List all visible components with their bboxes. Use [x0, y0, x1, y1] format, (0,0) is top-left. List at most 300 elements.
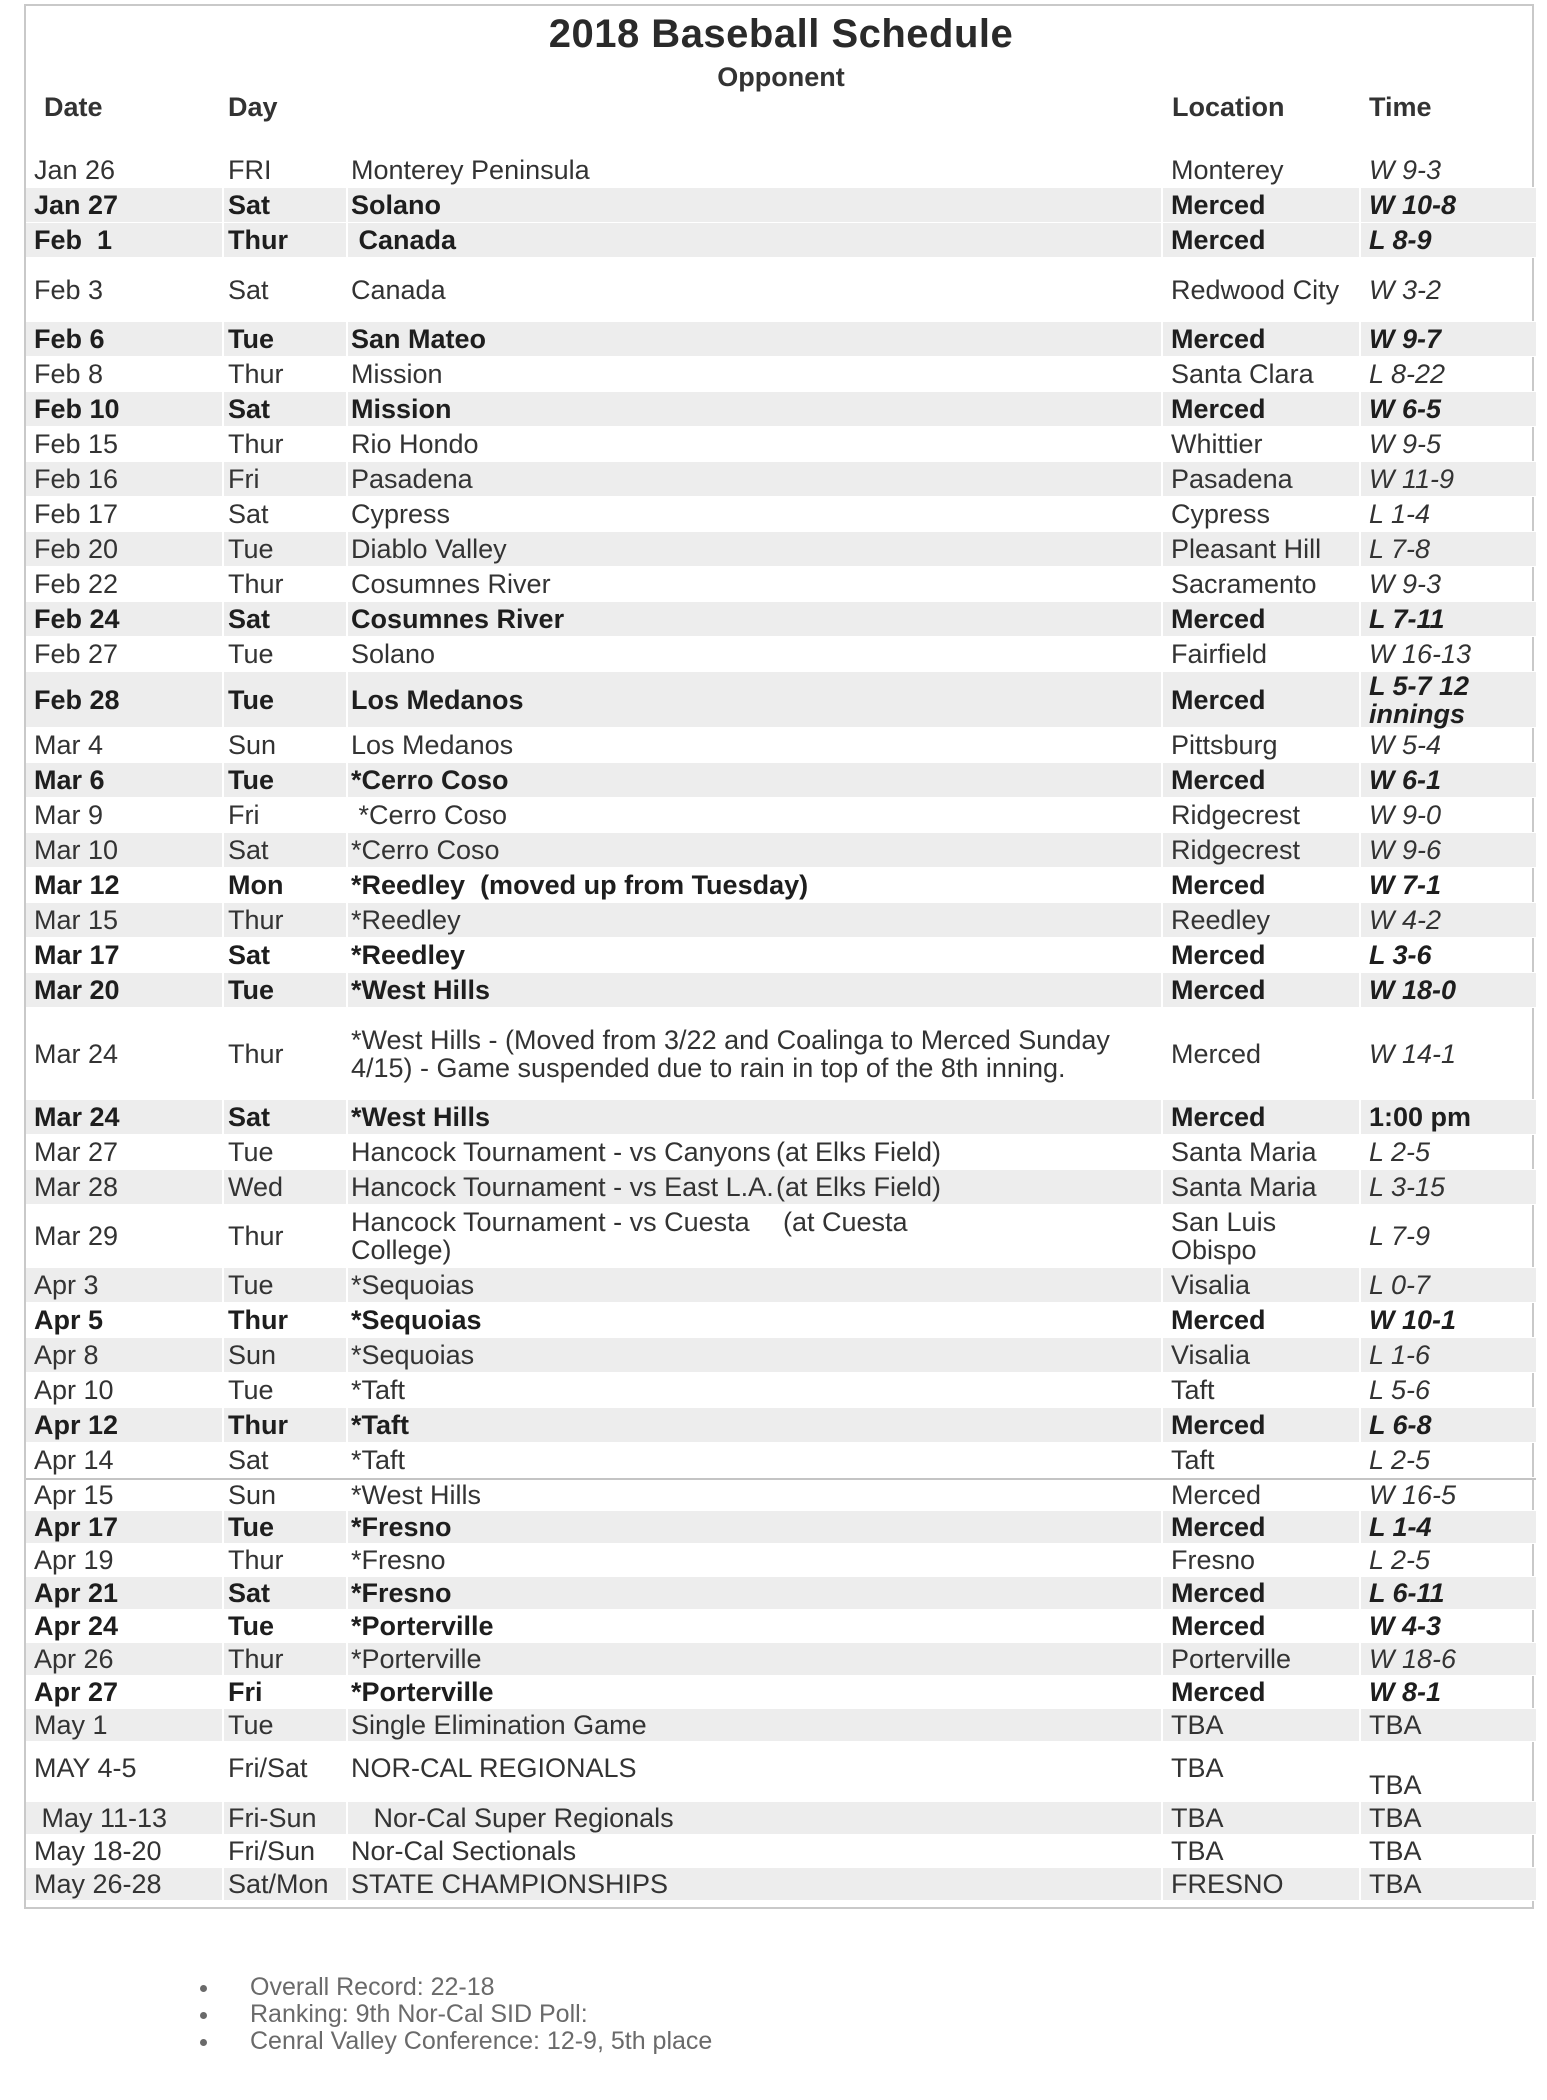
column-divider [1161, 798, 1163, 832]
column-divider [222, 1643, 224, 1675]
column-divider [222, 763, 224, 797]
opponent-name: Canada [351, 225, 457, 255]
game-opponent [351, 392, 1151, 426]
column-divider [1359, 798, 1361, 832]
game-opponent [351, 153, 1151, 187]
opponent-name: Solano [351, 190, 442, 220]
column-divider [1161, 1643, 1163, 1675]
column-divider [1359, 153, 1361, 187]
game-location: Santa Maria [1171, 1137, 1317, 1167]
game-day: Sat/Mon [228, 1869, 329, 1899]
table-row [26, 532, 1536, 567]
game-result: L 8-9 [1369, 225, 1432, 255]
column-divider [346, 728, 348, 762]
game-location: Visalia [1171, 1340, 1251, 1370]
game-opponent [351, 728, 1151, 762]
game-day: Sun [228, 1340, 277, 1370]
column-divider [1359, 188, 1361, 222]
game-date: Apr 8 [34, 1340, 99, 1370]
column-divider [1161, 672, 1163, 727]
column-divider [346, 1268, 348, 1302]
summary-text: Ranking: 9th Nor-Cal SID Poll: [250, 2000, 588, 2028]
game-opponent [351, 1835, 1151, 1867]
column-divider [1359, 1303, 1361, 1337]
game-date: Mar 28 [34, 1172, 119, 1202]
table-row [26, 798, 1536, 833]
summary-item [200, 2001, 712, 2028]
game-date: Mar 29 [34, 1221, 119, 1251]
game-date: May 1 [34, 1710, 108, 1740]
game-day: Wed [228, 1172, 284, 1202]
game-date: May 26-28 [34, 1869, 162, 1899]
column-divider [222, 1100, 224, 1134]
game-location: Porterville [1171, 1644, 1292, 1674]
column-divider [1359, 1008, 1361, 1099]
column-divider [1161, 1676, 1163, 1708]
column-divider [1161, 532, 1163, 566]
game-location: Pleasant Hill [1171, 534, 1322, 564]
game-day: Tue [228, 639, 274, 669]
game-day: Sun [228, 1480, 277, 1510]
game-date: Feb 22 [34, 569, 119, 599]
opponent-name: Los Medanos [351, 730, 514, 760]
game-result: W 9-0 [1369, 800, 1442, 830]
game-opponent [351, 798, 1151, 832]
game-date: Feb 28 [34, 684, 120, 715]
column-divider [1161, 973, 1163, 1007]
opponent-name: Hancock Tournament - vs Canyons [351, 1137, 771, 1167]
opponent-name: Los Medanos [351, 684, 524, 715]
opponent-name: San Mateo [351, 324, 487, 354]
game-day: Tue [228, 324, 274, 354]
table-row [26, 1511, 1536, 1544]
game-result: W 7-1 [1369, 870, 1442, 900]
column-divider [1161, 763, 1163, 797]
opponent-name: *Taft [351, 1445, 406, 1475]
column-divider [222, 497, 224, 531]
column-divider [346, 903, 348, 937]
column-divider [1161, 903, 1163, 937]
opponent-name: Cosumnes River [351, 604, 565, 634]
table-row [26, 1338, 1536, 1373]
game-result: W 9-7 [1369, 324, 1442, 354]
column-divider [1359, 602, 1361, 636]
game-opponent [351, 1709, 1151, 1741]
opponent-name: Canada [351, 274, 446, 305]
game-location: Visalia [1171, 1270, 1251, 1300]
opponent-name: *Cerro Coso [351, 835, 500, 865]
game-date: Apr 27 [34, 1677, 119, 1707]
game-location: Merced [1171, 1038, 1262, 1069]
game-day: Thur [228, 905, 284, 935]
column-divider [346, 1373, 348, 1407]
game-location: Merced [1171, 1410, 1266, 1440]
table-row [26, 973, 1536, 1008]
column-divider [346, 763, 348, 797]
game-day: Thur [228, 225, 288, 255]
column-divider [222, 1170, 224, 1204]
game-date: Mar 27 [34, 1137, 119, 1167]
table-row [26, 1577, 1536, 1610]
game-day: Thur [228, 1545, 284, 1575]
game-opponent [351, 973, 1151, 1007]
game-day: Tue [228, 1710, 274, 1740]
column-divider [1161, 1742, 1163, 1801]
column-divider [222, 1373, 224, 1407]
table-row [26, 1742, 1536, 1802]
table-row [26, 1443, 1536, 1478]
game-result: W 5-4 [1369, 730, 1442, 760]
column-divider [1359, 223, 1361, 257]
column-divider [346, 602, 348, 636]
opponent-name: *West Hills - (Moved from 3/22 and Coalinga to Merced Sunday 4/15) - Game suspended due to rain in top of the 8th inning. [351, 1024, 1118, 1083]
game-date: May 18-20 [34, 1836, 162, 1866]
game-location: Taft [1171, 1375, 1215, 1405]
game-location: Merced [1171, 1578, 1266, 1608]
game-location: Merced [1171, 1611, 1266, 1641]
game-location: Merced [1171, 1512, 1266, 1542]
column-divider [1359, 1835, 1361, 1867]
column-divider [346, 1443, 348, 1477]
column-divider [222, 1135, 224, 1169]
column-divider [346, 1742, 348, 1801]
game-opponent [351, 1577, 1151, 1609]
column-divider [222, 1008, 224, 1099]
column-divider [346, 1802, 348, 1834]
column-divider [1359, 427, 1361, 461]
game-date: Apr 10 [34, 1375, 114, 1405]
game-location: Merced [1171, 975, 1266, 1005]
opponent-name: Hancock Tournament - vs Cuesta [351, 1207, 750, 1237]
game-date: Feb 27 [34, 639, 119, 669]
game-result: TBA [1369, 1770, 1422, 1800]
opponent-name: *Taft [351, 1375, 406, 1405]
game-opponent [351, 637, 1151, 671]
game-day: Fri/Sat [228, 1753, 308, 1783]
game-result: L 6-8 [1369, 1410, 1432, 1440]
column-divider [222, 1443, 224, 1477]
game-result: W 18-0 [1369, 975, 1457, 1005]
game-opponent [351, 1008, 1151, 1099]
table-row [26, 672, 1536, 728]
game-day: Thur [228, 1644, 284, 1674]
column-divider [1161, 188, 1163, 222]
bullet-icon [200, 2039, 207, 2046]
table-row [26, 1676, 1536, 1709]
game-day: Fri [228, 464, 260, 494]
column-divider [1359, 258, 1361, 321]
game-opponent [351, 427, 1151, 461]
game-opponent [351, 322, 1151, 356]
opponent-name: *Reedley [351, 905, 461, 935]
opponent-name: *Porterville [351, 1611, 494, 1641]
column-divider [1359, 938, 1361, 972]
table-row [26, 188, 1536, 223]
column-divider [1359, 462, 1361, 496]
game-date: Mar 6 [34, 765, 105, 795]
game-day: Sat [228, 394, 271, 424]
game-day: Fri [228, 1677, 263, 1707]
column-divider [222, 637, 224, 671]
column-divider [1359, 1443, 1361, 1477]
game-opponent [351, 1135, 1151, 1169]
game-day: Thur [228, 1038, 284, 1069]
game-location: Merced [1171, 765, 1266, 795]
game-day: FRI [228, 155, 272, 185]
game-result: W 18-6 [1369, 1644, 1457, 1674]
game-result: L 8-22 [1369, 359, 1446, 389]
game-date: Feb 24 [34, 604, 120, 634]
column-divider [1359, 903, 1361, 937]
column-divider [1161, 1443, 1163, 1477]
column-divider [1359, 322, 1361, 356]
game-result: L 5-7 12 innings [1369, 670, 1470, 729]
column-divider [346, 223, 348, 257]
game-location: TBA [1171, 1803, 1224, 1833]
game-result: L 1-4 [1369, 499, 1431, 529]
game-date: Mar 17 [34, 940, 120, 970]
column-divider [222, 322, 224, 356]
game-opponent [351, 567, 1151, 601]
column-divider [346, 1480, 348, 1510]
column-divider [1161, 392, 1163, 426]
game-result: L 2-5 [1369, 1445, 1431, 1475]
column-divider [346, 1544, 348, 1576]
column-divider [346, 1338, 348, 1372]
game-opponent [351, 462, 1151, 496]
game-opponent [351, 1868, 1151, 1900]
column-divider [346, 427, 348, 461]
game-location: Taft [1171, 1445, 1215, 1475]
game-day: Sat [228, 1102, 271, 1132]
game-day: Sat [228, 835, 269, 865]
column-divider [1161, 1577, 1163, 1609]
game-opponent [351, 1170, 1151, 1204]
column-divider [222, 1577, 224, 1609]
column-divider [222, 427, 224, 461]
column-divider [346, 1577, 348, 1609]
game-opponent [351, 1408, 1151, 1442]
table-row [26, 1205, 1536, 1268]
game-location: Merced [1171, 940, 1266, 970]
game-result: W 9-3 [1369, 155, 1442, 185]
table-row [26, 153, 1536, 188]
game-opponent [351, 868, 1151, 902]
column-divider [1161, 1100, 1163, 1134]
game-location: Merced [1171, 1480, 1262, 1510]
game-day: Tue [228, 975, 274, 1005]
game-date: Jan 27 [34, 190, 119, 220]
game-location: Fresno [1171, 1545, 1256, 1575]
column-divider [222, 1802, 224, 1834]
game-date: Mar 20 [34, 975, 120, 1005]
column-divider [1359, 1135, 1361, 1169]
game-result: L 7-11 [1369, 604, 1445, 634]
column-divider [1359, 1868, 1361, 1900]
table-row [26, 728, 1536, 763]
game-date: Apr 3 [34, 1270, 99, 1300]
game-opponent [351, 1373, 1151, 1407]
column-divider [346, 637, 348, 671]
game-location: Cypress [1171, 499, 1271, 529]
column-divider [1161, 1835, 1163, 1867]
column-divider [1359, 1742, 1361, 1801]
column-divider [346, 1643, 348, 1675]
column-divider [1161, 728, 1163, 762]
game-day: Fri [228, 800, 260, 830]
game-location: Santa Maria [1171, 1172, 1317, 1202]
game-day: Thur [228, 359, 284, 389]
column-divider [222, 1268, 224, 1302]
column-divider [346, 188, 348, 222]
game-result: W 4-3 [1369, 1611, 1442, 1641]
game-result: TBA [1369, 1803, 1422, 1833]
summary-text: Cenral Valley Conference: 12-9, 5th place [250, 2027, 713, 2055]
game-date: Mar 12 [34, 870, 120, 900]
opponent-name: Single Elimination Game [351, 1710, 647, 1740]
opponent-name: Pasadena [351, 464, 473, 494]
column-divider [1161, 1170, 1163, 1204]
game-result: L 7-8 [1369, 534, 1431, 564]
column-divider [222, 532, 224, 566]
summary-item [200, 2028, 712, 2055]
game-opponent [351, 938, 1151, 972]
game-date: Apr 17 [34, 1512, 119, 1542]
game-opponent [351, 833, 1151, 867]
table-row [26, 868, 1536, 903]
game-day: Sat [228, 274, 269, 305]
opponent-name: Hancock Tournament - vs East L.A. [351, 1172, 774, 1202]
game-opponent [351, 1480, 1151, 1510]
game-location: Merced [1171, 1102, 1266, 1132]
game-result: L 1-6 [1369, 1340, 1431, 1370]
column-divider [1359, 1100, 1361, 1134]
opponent-name: Nor-Cal Super Regionals [351, 1803, 674, 1833]
column-divider [346, 798, 348, 832]
column-divider [346, 1205, 348, 1267]
column-divider [346, 1170, 348, 1204]
game-location: Whittier [1171, 429, 1263, 459]
table-row [26, 1868, 1536, 1901]
table-row [26, 1544, 1536, 1577]
column-divider [346, 1408, 348, 1442]
game-opponent [351, 1338, 1151, 1372]
game-day: Thur [228, 1221, 284, 1251]
game-location: Santa Clara [1171, 359, 1314, 389]
game-date: Mar 9 [34, 800, 104, 830]
column-divider [346, 462, 348, 496]
table-row [26, 1135, 1536, 1170]
game-location: Pasadena [1171, 464, 1293, 494]
summary-text: Overall Record: 22-18 [250, 1973, 495, 2001]
column-divider [1161, 357, 1163, 391]
column-divider [1161, 1135, 1163, 1169]
table-row [26, 462, 1536, 497]
game-date: Apr 5 [34, 1305, 104, 1335]
game-opponent [351, 1100, 1151, 1134]
game-result: W 4-2 [1369, 905, 1442, 935]
game-result: TBA [1369, 1869, 1422, 1899]
table-row [26, 1303, 1536, 1338]
game-day: Tue [228, 765, 274, 795]
opponent-name: *West Hills [351, 1102, 491, 1132]
opponent-name: Nor-Cal Sectionals [351, 1836, 577, 1866]
column-divider [346, 497, 348, 531]
column-divider [222, 1338, 224, 1372]
game-opponent [351, 1205, 1151, 1267]
game-result: W 9-6 [1369, 835, 1442, 865]
game-opponent [351, 1511, 1151, 1543]
column-divider [346, 1008, 348, 1099]
column-divider [222, 938, 224, 972]
column-divider [1161, 1408, 1163, 1442]
column-divider [346, 938, 348, 972]
game-day: Tue [228, 1512, 274, 1542]
game-day: Mon [228, 870, 284, 900]
game-location: Pittsburg [1171, 730, 1278, 760]
column-divider [346, 567, 348, 601]
opponent-name: Solano [351, 639, 436, 669]
game-date: Feb 3 [34, 274, 104, 305]
game-result: L 1-4 [1369, 1512, 1432, 1542]
column-divider [1161, 153, 1163, 187]
game-result: W 10-1 [1369, 1305, 1457, 1335]
column-divider [346, 532, 348, 566]
column-divider [222, 392, 224, 426]
game-day: Tue [228, 1375, 274, 1405]
table-row [26, 427, 1536, 462]
game-result: L 0-7 [1369, 1270, 1431, 1300]
table-row [26, 357, 1536, 392]
column-divider [222, 833, 224, 867]
game-day: Fri-Sun [228, 1803, 317, 1833]
opponent-name: *Sequoias [351, 1270, 475, 1300]
column-divider [1161, 1802, 1163, 1834]
game-day: Sat [228, 1578, 271, 1608]
game-result: W 9-3 [1369, 569, 1442, 599]
column-divider [222, 258, 224, 321]
table-row [26, 833, 1536, 868]
table-row [26, 392, 1536, 427]
game-date: Jan 26 [34, 155, 116, 185]
column-divider [222, 868, 224, 902]
game-date: Apr 24 [34, 1611, 119, 1641]
season-summary-list [200, 1974, 712, 2055]
game-date: Apr 21 [34, 1578, 119, 1608]
column-divider [346, 1868, 348, 1900]
column-divider [222, 728, 224, 762]
game-opponent [351, 1802, 1151, 1834]
opponent-name: *Sequoias [351, 1340, 475, 1370]
game-opponent [351, 223, 1151, 257]
table-row [26, 602, 1536, 637]
column-divider [346, 392, 348, 426]
table-row [26, 938, 1536, 973]
column-divider [222, 672, 224, 727]
column-divider [1161, 462, 1163, 496]
column-divider [222, 1868, 224, 1900]
game-date: Apr 19 [34, 1545, 114, 1575]
game-location: Redwood City [1171, 274, 1340, 305]
column-divider [1161, 1511, 1163, 1543]
game-result: W 6-1 [1369, 765, 1442, 795]
game-location: Merced [1171, 324, 1266, 354]
column-divider [1161, 322, 1163, 356]
game-location: Merced [1171, 225, 1266, 255]
column-divider [222, 462, 224, 496]
opponent-name: *Fresno [351, 1512, 452, 1542]
game-opponent [351, 188, 1151, 222]
